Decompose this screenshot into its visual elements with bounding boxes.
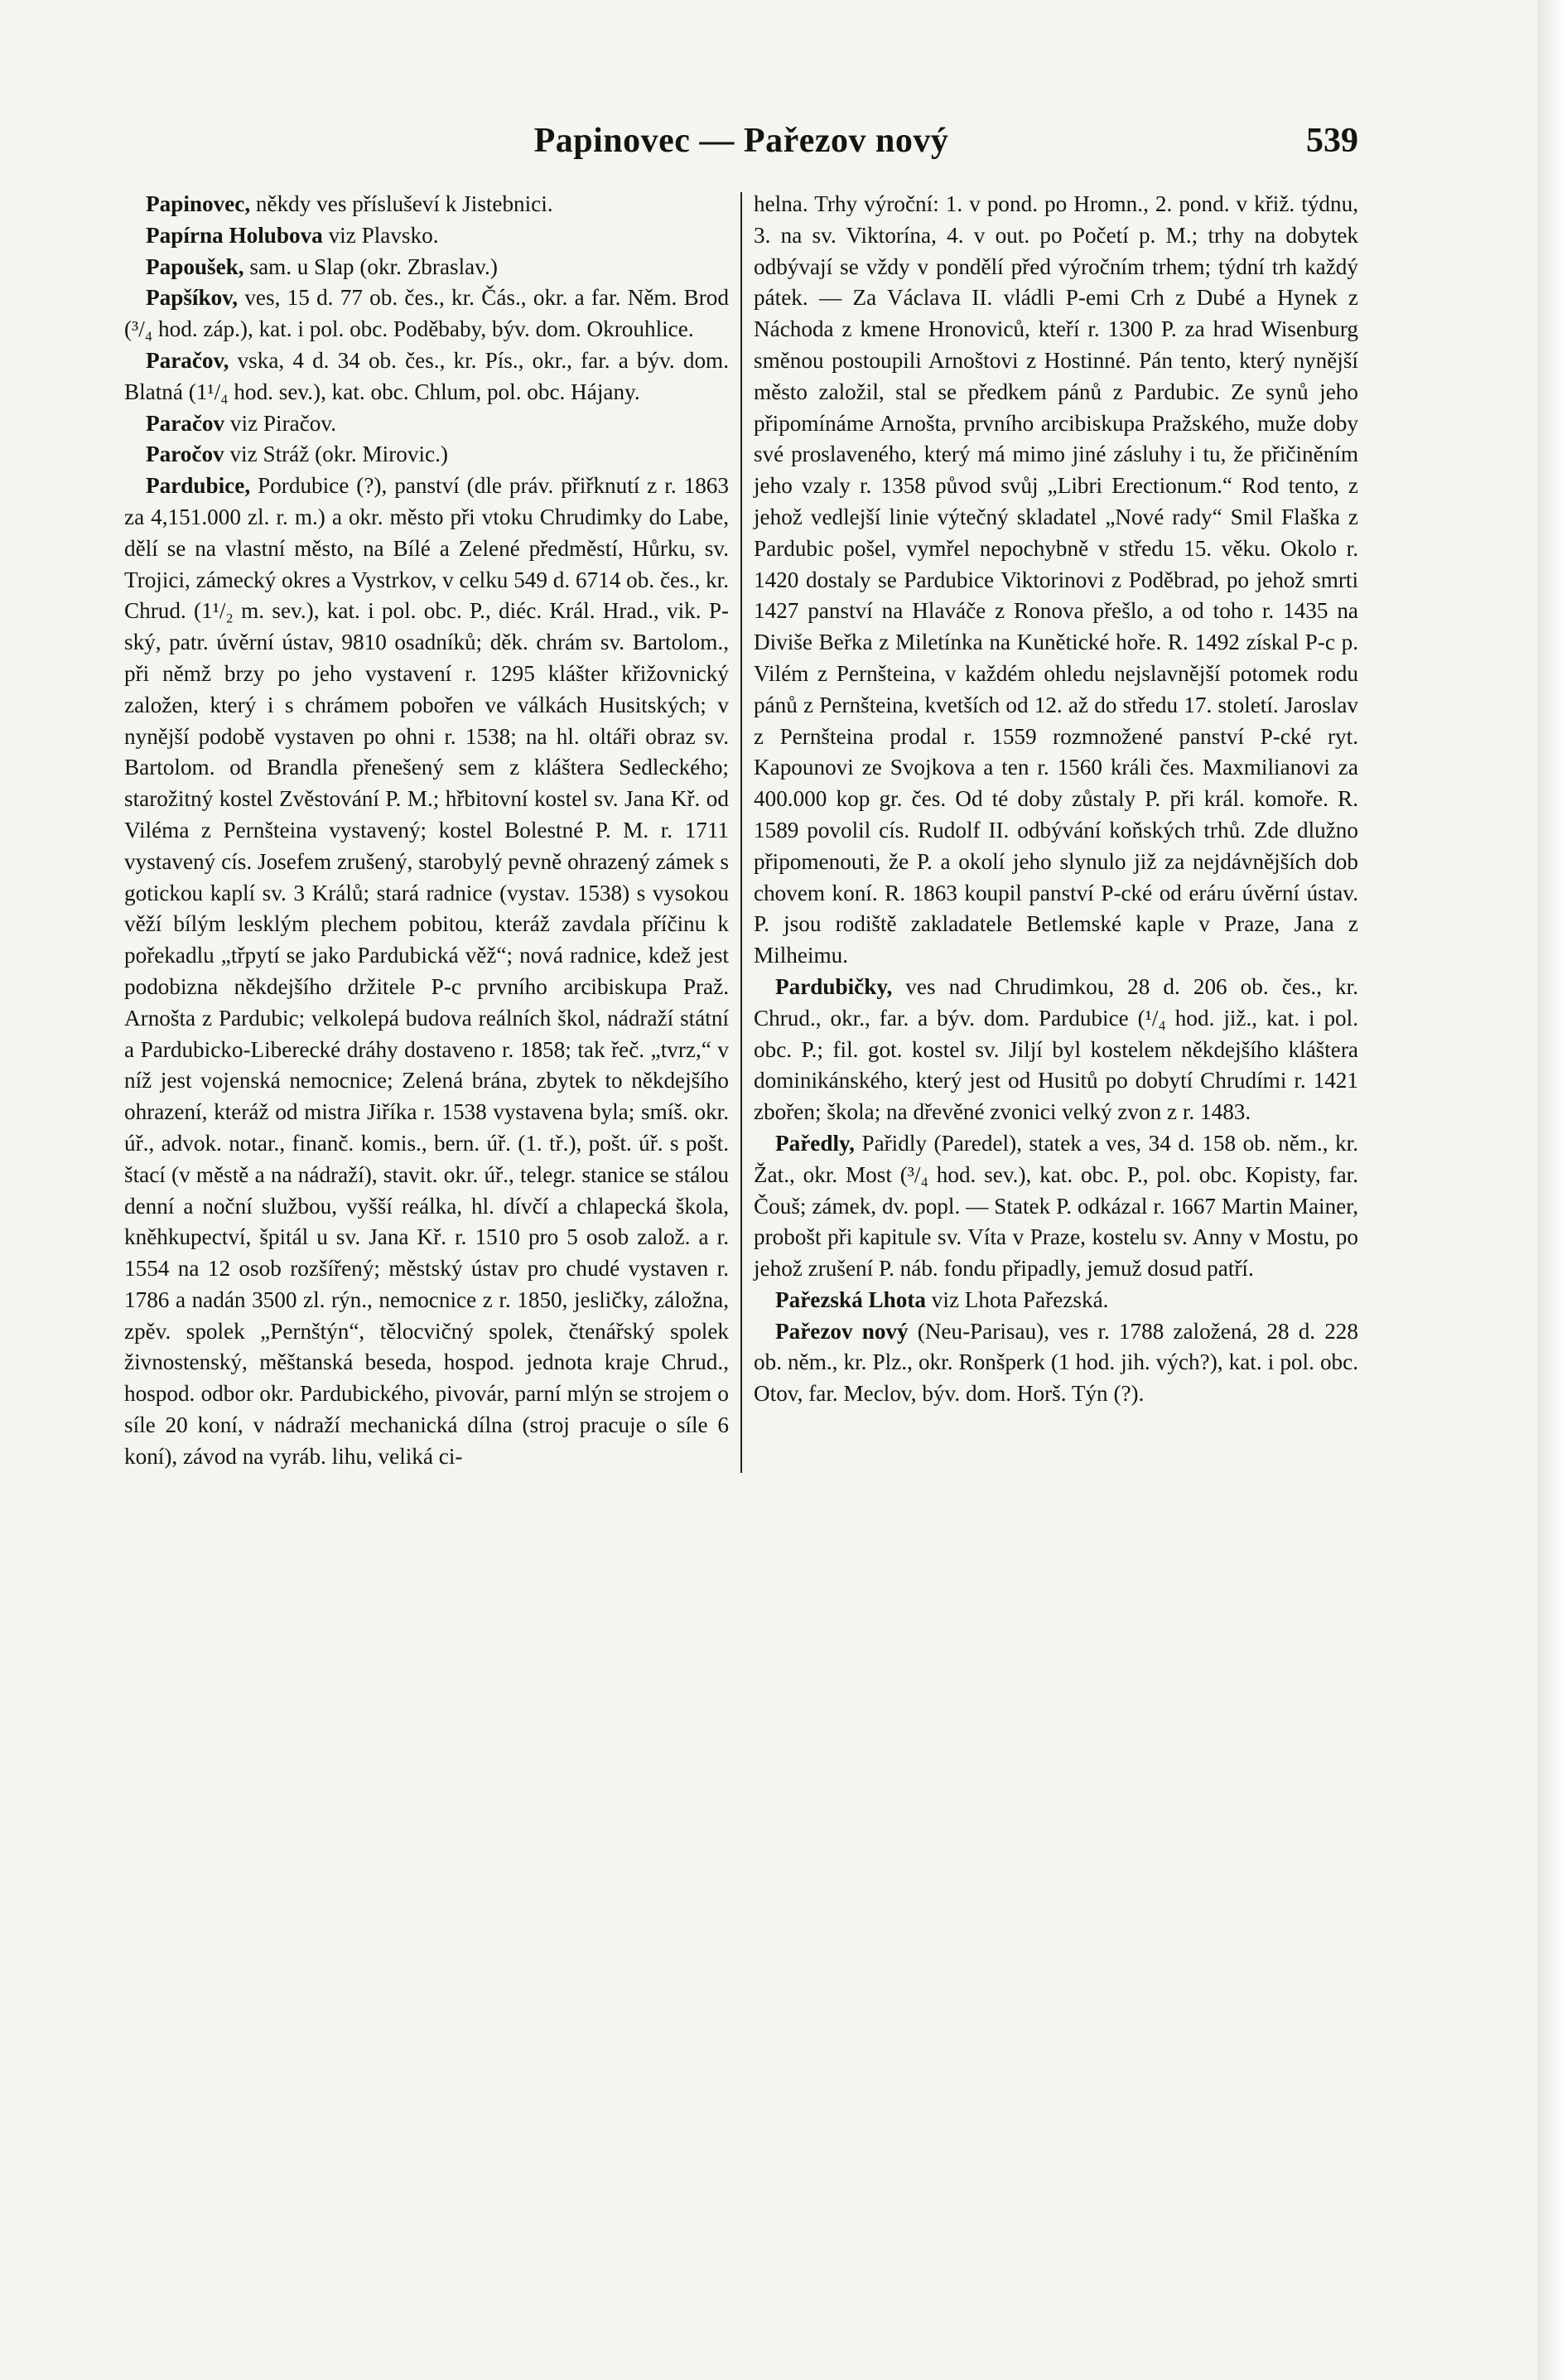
page-edge: [1537, 0, 1567, 2380]
dictionary-entry: [124, 189, 729, 220]
entry-text: vska, 4 d. 34 ob. čes., kr. Pís., okr., far. a býv. dom. Blatná (1¹/₄ hod. sev.), kat. obc. Chlum, pol. obc. Hájany.: [124, 347, 729, 404]
entry-headword: Papinovec,: [146, 191, 251, 216]
entry-text: viz Lhota Pařezská.: [926, 1287, 1109, 1312]
dictionary-entry: [124, 345, 729, 408]
entry-headword: Paračov,: [146, 347, 229, 373]
entry-headword: Pardubičky,: [775, 973, 893, 999]
dictionary-entry: [754, 1285, 1358, 1316]
dictionary-entry: [754, 189, 1358, 972]
running-title: Papinovec — Pařezov nový: [533, 122, 949, 160]
dictionary-entry: [754, 1128, 1358, 1285]
page-content: [124, 116, 1358, 1473]
dictionary-entry: [124, 220, 729, 252]
dictionary-entry: [124, 282, 729, 345]
entry-headword: Papoušek,: [146, 253, 244, 279]
entry-text: Pařidly (Paredel), statek a ves, 34 d. 158 ob. něm., kr. Žat., okr. Most (³/₄ hod. sev.), kat. obc. P., pol. obc. Kopisty, far. Čouš; zámek, dv. popl. — Statek P. odkázal r. 1667 Martin Mainer, probošt při kapitule sv. Víta v Praze, kostelu sv. Anny v Mostu, po jehož zrušení P. náb. fondu připadly, jemuž dosud patří.: [754, 1130, 1358, 1282]
dictionary-entry: [124, 471, 729, 1473]
entry-text: ves nad Chrudimkou, 28 d. 206 ob. čes., kr. Chrud., okr., far. a býv. dom. Pardubice (¹/₄ hod. již., kat. i pol. obc. P.; fil. got. kostel sv. Jiljí byl kostelem někdejšího kláštera dominikánského, který jest od Husitů po dobytí Chrudími r. 1421 zbořen; škola; na dřevěné zvonici velký zvon z r. 1483.: [754, 973, 1358, 1125]
entry-text: viz Plavsko.: [322, 222, 439, 248]
entry-text: (Neu-Parisau), ves r. 1788 založená, 28 d. 228 ob. něm., kr. Plz., okr. Ronšperk (1 hod. jih. vých?), kat. i pol. obc. Otov, far. Meclov, býv. dom. Horš. Týn (?).: [754, 1318, 1358, 1407]
entry-headword: Papírna Holubova: [146, 222, 323, 248]
entry-text: viz Stráž (okr. Mirovic.): [224, 442, 448, 467]
dictionary-entry: [124, 252, 729, 283]
left-column: [124, 189, 735, 1473]
entry-headword: Pařezov nový: [775, 1318, 909, 1344]
page-header: [124, 116, 1358, 174]
entry-text: sam. u Slap (okr. Zbraslav.): [243, 253, 498, 279]
entry-headword: Paředly,: [775, 1130, 855, 1156]
dictionary-entry: [124, 439, 729, 471]
dictionary-entry: [754, 1316, 1358, 1410]
entry-headword: Paročov: [146, 442, 224, 467]
entry-text: helna. Trhy výroční: 1. v pond. po Hromn., 2. pond. v křiž. týdnu, 3. na sv. Viktorína, 4. v out. po Početí p. M.; trhy na dobytek odbývají se vždy v pondělí před výročním trhem; týdní trh každý pátek. — Za Václava II. vládli P-emi Crh z Dubé a Hynek z Náchoda z kmene Hronoviců, kteří r. 1300 P. za hrad Wisenburg směnou postoupili Arnoštovi z Hostinné. Pán tento, který nynější město založil, stal se předkem pánů z Pardubic. Ze synů jeho připomínáme Arnošta, prvního arcibiskupa Pražského, muže doby své proslaveného, který má mimo jiné zásluhy i tu, že přičiněním jeho vzaly r. 1358 původ svůj „Libri Erectionum.“ Rod tento, z jehož vedlejší linie výtečný skladatel „Nové rady“ Smil Flaška z Pardubic pošel, vymřel nepochybně v středu 15. věku. Okolo r. 1420 dostaly se Pardubice Viktorinovi z Poděbrad, po jehož smrti 1427 panství na Hlaváče z Ronova přešlo, a od toho r. 1435 na Diviše Beřka z Miletínka na Kunětické hoře. R. 1492 získal P-c p. Vilém z Pernšteina, v každém ohledu nejslavnější potomek rodu pánů z Pernšteina, kvetších od 12. až do středu 17. století. Jaroslav z Pernšteina prodal r. 1559 rozmnožené panství P-cké ryt. Kapounovi ze Svojkova a ten r. 1560 králi čes. Maxmilianovi za 400.000 kop gr. čes. Od té doby zůstaly P. při král. komoře. R. 1589 povolil cís. Rudolf II. odbývání koňských trhů. Zde dlužno připomenouti, že P. a okolí jeho slynulo již za nejdávnějších dob chovem koní. R. 1863 koupil panství P-cké od eráru úvěrní ústav. P. jsou rodiště zakladatele Betlemské kaple v Praze, Jana z Milheimu.: [754, 191, 1358, 968]
entry-text: viz Piračov.: [224, 410, 337, 436]
entry-headword: Paračov: [146, 410, 225, 436]
page-number: 539: [1306, 122, 1358, 160]
dictionary-entry: [754, 972, 1358, 1128]
entry-text: ves, 15 d. 77 ob. čes., kr. Čás., okr. a far. Něm. Brod (³/₄ hod. záp.), kat. i pol. obc. Poděbaby, býv. dom. Okrouhlice.: [124, 285, 729, 342]
entry-headword: Papšíkov,: [146, 285, 239, 311]
column-divider: [740, 192, 742, 1473]
entry-text: Pordubice (?), panství (dle práv. přiřknutí z r. 1863 za 4,151.000 zl. r. m.) a okr. město při vtoku Chrudimky do Labe, dělí se na vlastní město, na Bílé a Zelené předměstí, Hůrku, sv. Trojici, zámecký okres a Vystrkov, v celku 549 d. 6714 ob. čes., kr. Chrud. (1¹/₂ m. sev.), kat. i pol. obc. P., diéc. Král. Hrad., vik. P-ský, patr. úvěrní ústav, 9810 osadníků; děk. chrám sv. Bartolom., při němž brzy po jeho vystavení r. 1295 klášter křižovnický založen, který i s chrámem pobořen ve válkách Husitských; v nynější podobě vystaven po ohni r. 1538; na hl. oltáři obraz sv. Bartolom. od Brandla přenešený sem z kláštera Sedleckého; starožitný kostel Zvěstování P. M.; hřbitovní kostel sv. Jana Kř. od Viléma z Pernšteina vystavený; kostel Bolestné P. M. r. 1711 vystavený cís. Josefem zrušený, starobylý pevně ohrazený zámek s gotickou kaplí sv. 3 Králů; stará radnice (vystav. 1538) s vysokou věží bílým lesklým plechem pobitou, kteráž zavdala příčinu k pořekadlu „třpytí se jako Pardubická věž“; nová radnice, kdež jest podobizna někdejšího držitele P-c prvního arcibiskupa Praž. Arnošta z Pardubic; velkolepá budova reálních škol, nádraží státní a Pardubicko-Liberecké dráhy dostaveno r. 1858; tak řeč. „tvrz,“ v níž jest vojenská nemocnice; Zelená brána, zbytek to někdejšího ohrazení, kteráž od mistra Jiříka r. 1538 vystavena byla; smíš. okr. úř., advok. notar., finanč. komis., bern. úř. (1. tř.), pošt. úř. s pošt. štací (v městě a na nádraží), stavit. okr. úř., telegr. stanice se stálou denní a noční službou, vyšší reálka, hl. dívčí a chlapecká škola, kněhkupectví, špitál u sv. Jana Kř. r. 1510 pro 5 osob založ. a r. 1554 na 12 osob rozšířený; městský ústav pro chudé vystaven r. 1786 a nadán 3500 zl. rýn., nemocnice z r. 1850, jesličky, záložna, zpěv. spolek „Pernštýn“, tělocvičný spolek, čtenářský spolek živnostenský, měštanská beseda, hospod. jednota kraje Chrud., hospod. odbor okr. Pardubického, pivovár, parní mlýn se strojem o síle 20 koní, v nádraží mechanická dílna (stroj pracuje o síle 6 koní), závod na vyráb. lihu, veliká ci-: [124, 473, 729, 1469]
dictionary-entry: [124, 408, 729, 440]
text-columns: [124, 189, 1358, 1473]
entry-headword: Pardubice,: [146, 473, 251, 499]
right-column: [747, 189, 1358, 1410]
entry-headword: Pařezská Lhota: [775, 1287, 926, 1312]
entry-text: někdy ves přísluševí k Jistebnici.: [250, 191, 553, 216]
